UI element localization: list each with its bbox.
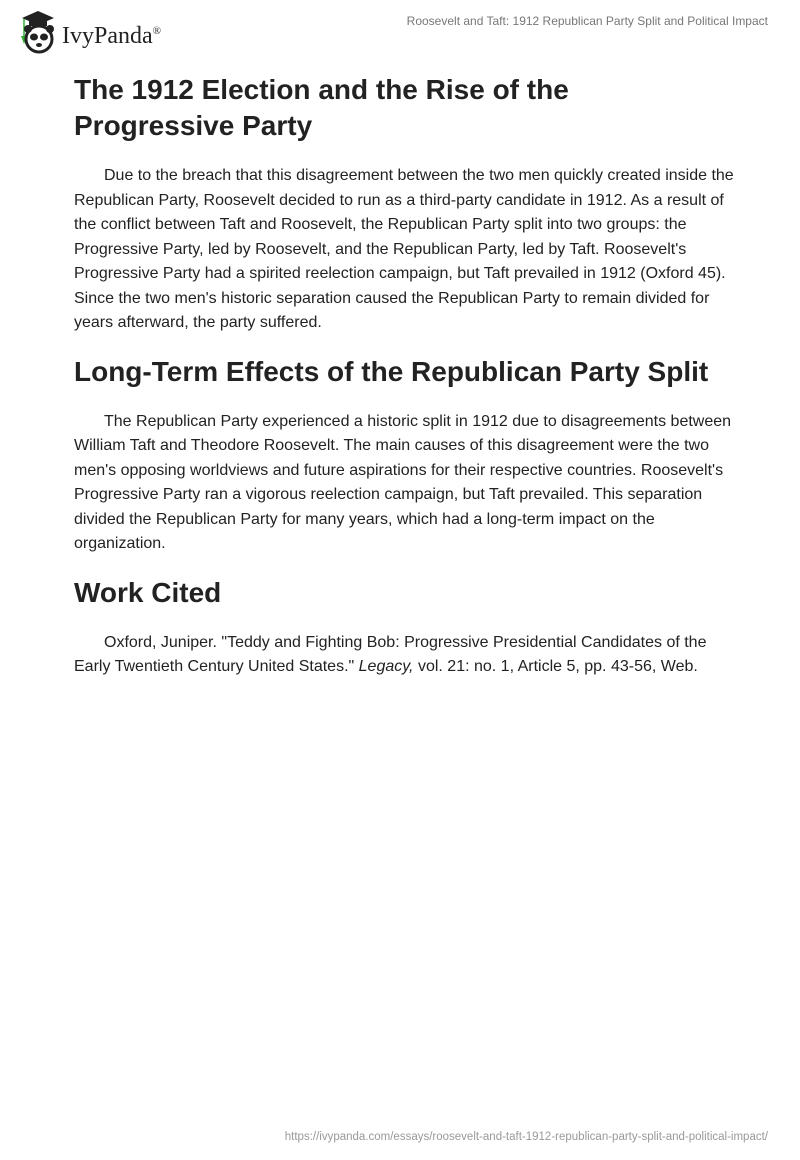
section-paragraph: The Republican Party experienced a historic split in 1912 due to disagreements between William Taft and Theodore Roosevelt. The main causes of this disagreement were the two men's opposing worldviews and future aspirations for their respective countries. Roosevelt's Progressive Party ran a vigorous reelection campaign, but Taft prevailed. This separation divided the Republican Party for many years, which had a long-term impact on the organization. xyxy=(74,412,732,552)
panda-graduate-icon xyxy=(20,8,56,54)
ivypanda-logo[interactable] xyxy=(20,8,161,54)
citation: Oxford, Juniper. "Teddy and Fighting Bob: Progressive Presidential Candidates of the Early Twentieth Century United States." Legacy, vol. 21: no. 1, Article 5, pp. 43-56, Web. xyxy=(74,633,707,675)
section-heading: The 1912 Election and the Rise of the Progressive Party xyxy=(74,74,569,141)
section-paragraph: Due to the breach that this disagreement between the two men quickly created inside the Republican Party, Roosevelt decided to run as a third-party candidate in 1912. As a result of the conflict between Taft and Roosevelt, the Republican Party split into two groups: the Progressive Party, led by Roosevelt, and the Republican Party, led by Taft. Roosevelt's Progressive Party had a spirited reelection campaign, but Taft prevailed in 1912 (Oxford 45). Since the two men's historic separation caused the Republican Party to remain divided for years afterward, the party suffered. xyxy=(74,167,734,331)
logo-text: IvyPanda® xyxy=(62,22,162,49)
works-cited-heading: Work Cited xyxy=(74,576,222,608)
essay-content xyxy=(74,72,734,698)
section-heading: Long-Term Effects of the Republican Party Split xyxy=(74,355,709,387)
source-url-link[interactable]: https://ivypanda.com/essays/roosevelt-and-taft-1912-republican-party-split-and-political-impact/ xyxy=(284,1131,768,1143)
document-title: Roosevelt and Taft: 1912 Republican Party Split and Political Impact xyxy=(406,14,768,28)
